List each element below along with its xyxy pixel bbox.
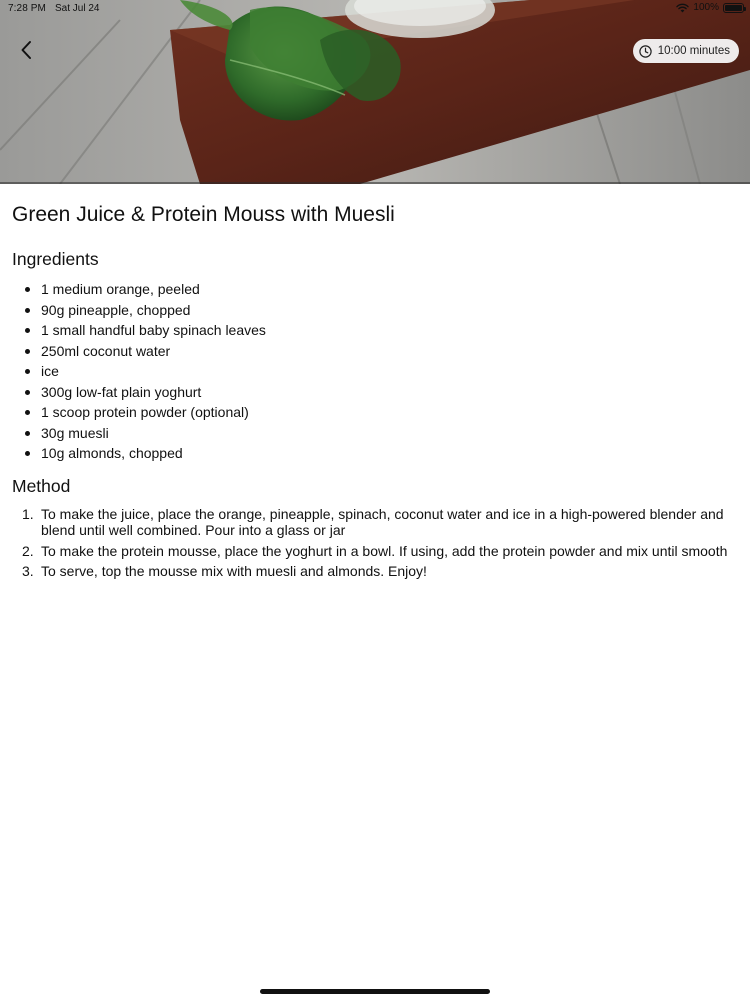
bullet-icon	[25, 308, 30, 313]
battery-terminal	[744, 7, 746, 11]
ingredient-item	[12, 402, 732, 423]
step-number: 2.	[22, 542, 34, 559]
bullet-icon	[25, 369, 30, 374]
ingredient-item	[12, 279, 732, 300]
chevron-left-icon	[20, 40, 32, 60]
bullet-icon	[25, 349, 30, 354]
recipe-title: Green Juice & Protein Mouss with Muesli	[12, 203, 395, 226]
clock-icon	[639, 45, 652, 58]
ingredient-item	[12, 443, 732, 464]
step-text: To serve, top the mousse mix with muesli and almonds. Enjoy!	[41, 563, 427, 579]
duration-text: 10:00 minutes	[657, 45, 730, 57]
ingredient-text: 1 scoop protein powder (optional)	[41, 404, 249, 420]
status-bar	[0, 0, 750, 18]
bullet-icon	[25, 390, 30, 395]
ingredient-text: 10g almonds, chopped	[41, 445, 183, 461]
bullet-icon	[25, 431, 30, 436]
method-list	[12, 506, 732, 580]
ingredient-text: 1 medium orange, peeled	[41, 281, 200, 297]
back-button[interactable]	[12, 36, 40, 64]
status-time: 7:28 PM	[8, 3, 46, 14]
step-text: To make the juice, place the orange, pineapple, spinach, coconut water and ice in a high-powered blender and blend until well combined. Pour into a glass or jar	[41, 505, 724, 538]
wifi-icon	[676, 3, 689, 13]
method-step	[12, 543, 732, 560]
hero-photo-illustration	[0, 0, 750, 184]
method-heading: Method	[12, 475, 71, 496]
bullet-icon	[25, 287, 30, 292]
ingredient-text: 300g low-fat plain yoghurt	[41, 383, 202, 400]
ingredient-item	[12, 361, 732, 382]
ingredient-text: 1 small handful baby spinach leaves	[41, 322, 266, 338]
ingredient-item	[12, 320, 732, 341]
ingredient-item	[12, 423, 732, 444]
ingredient-item	[12, 341, 732, 362]
ingredient-text: ice	[41, 363, 59, 379]
home-indicator[interactable]	[260, 989, 490, 994]
recipe-hero-image	[0, 0, 750, 184]
method-step	[12, 563, 732, 580]
bullet-icon	[25, 328, 30, 333]
ingredient-item	[12, 300, 732, 321]
ingredient-text: 90g pineapple, chopped	[41, 301, 191, 318]
ingredient-text: 30g muesli	[41, 424, 109, 441]
status-date: Sat Jul 24	[55, 3, 100, 14]
ingredient-list	[12, 279, 732, 464]
ingredient-text: 250ml coconut water	[41, 342, 171, 359]
ingredient-item	[12, 382, 732, 403]
step-text: To make the protein mousse, place the yoghurt in a bowl. If using, add the protein powder and mix until smooth	[41, 542, 728, 559]
duration-badge	[633, 39, 739, 63]
method-step	[12, 506, 732, 539]
bullet-icon	[25, 410, 30, 415]
step-number: 1.	[22, 505, 34, 522]
battery-percentage: 100%	[693, 2, 719, 13]
battery-level	[725, 5, 742, 11]
battery-icon	[723, 3, 744, 13]
hero-divider	[0, 182, 750, 184]
step-number: 3.	[22, 563, 34, 579]
bullet-icon	[25, 451, 30, 456]
status-indicators	[676, 2, 744, 13]
ingredients-heading: Ingredients	[12, 249, 99, 269]
recipe-content	[12, 200, 732, 584]
